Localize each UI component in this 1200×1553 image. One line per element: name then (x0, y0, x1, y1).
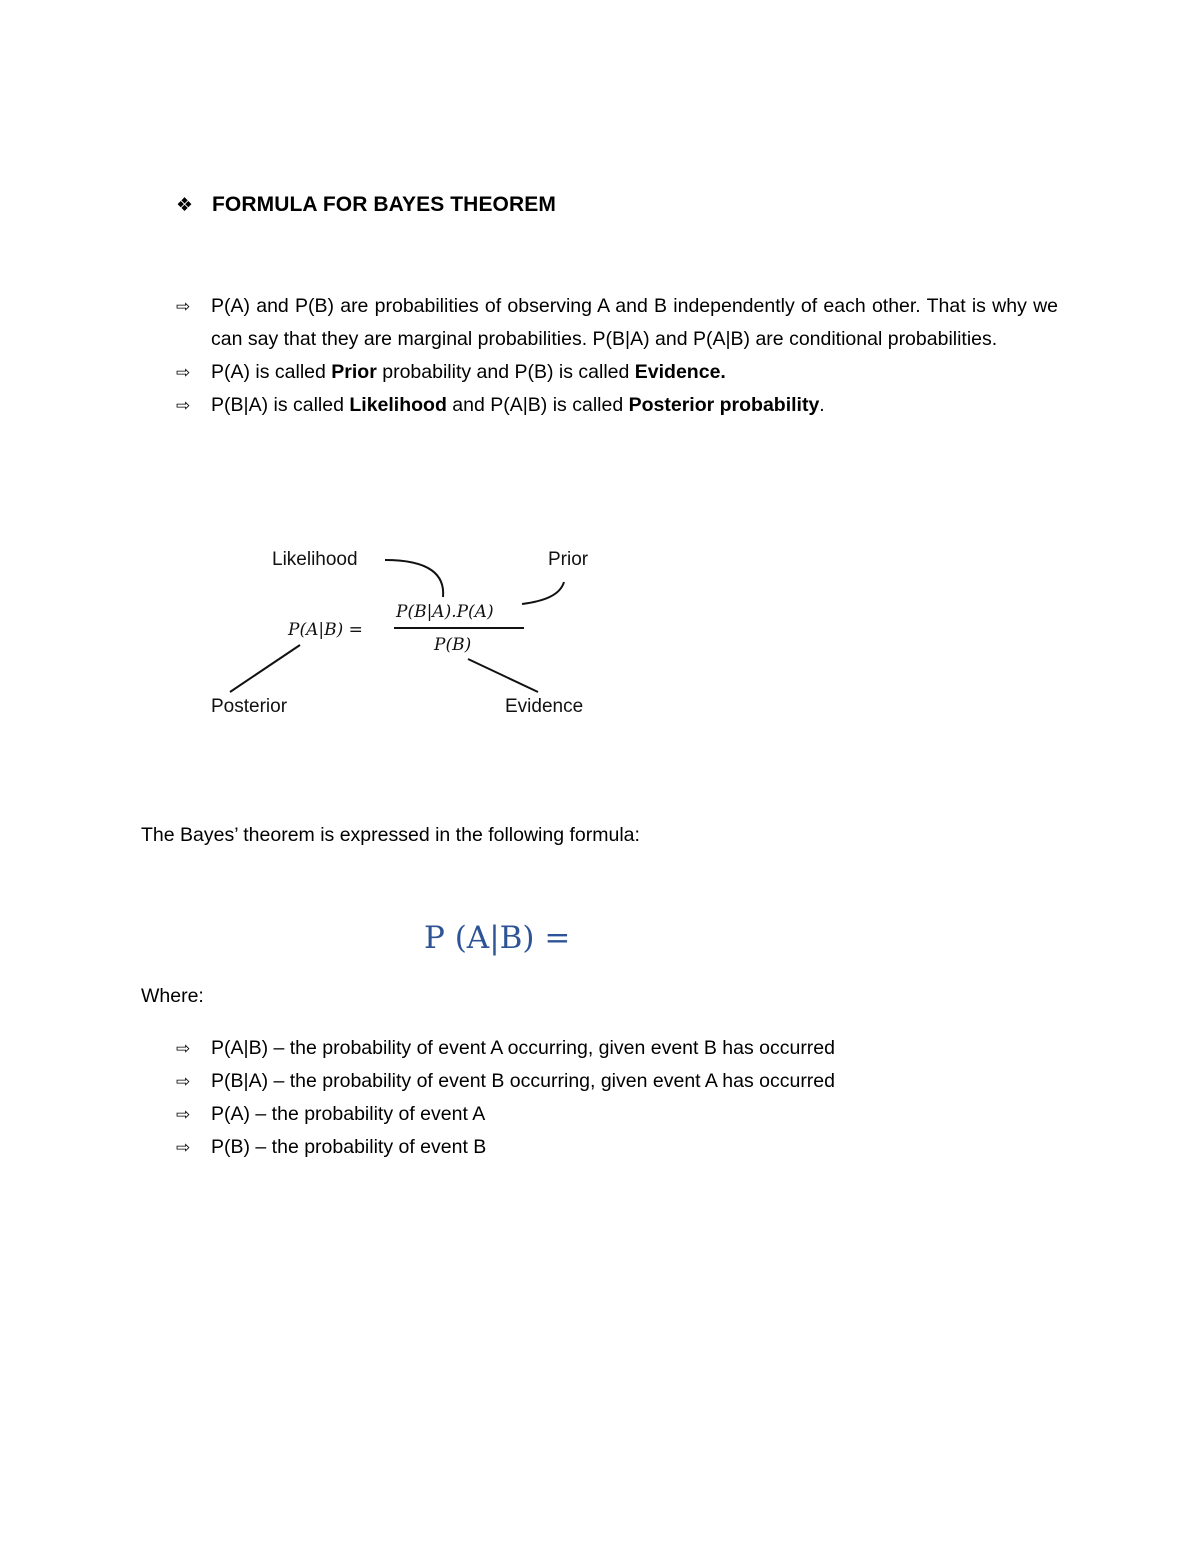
list-item-text: P(A) is called Prior probability and P(B) is called Evidence. (211, 361, 726, 383)
label-posterior: Posterior (211, 696, 288, 717)
list-item (176, 1032, 1058, 1065)
list-item (176, 389, 1058, 422)
equation-numerator: P(B|A).P(A) (396, 602, 494, 622)
diamond-bullet-icon: ❖ (176, 194, 194, 216)
list-item (176, 1098, 1058, 1131)
bayes-diagram (200, 535, 620, 725)
list-item (176, 290, 1058, 356)
label-prior: Prior (548, 549, 589, 570)
evidence-pointer-line (468, 659, 538, 692)
list-item (176, 356, 1058, 389)
double-arrow-right-icon: ⇨ (176, 297, 191, 316)
label-likelihood: Likelihood (272, 549, 358, 570)
list-item-text: P(A|B) – the probability of event A occurring, given event B has occurred (211, 1037, 835, 1059)
formula-line: P (A|B) = (424, 920, 571, 956)
list-item-text: P(A) – the probability of event A (211, 1103, 486, 1125)
double-arrow-right-icon: ⇨ (176, 1072, 191, 1091)
list-item-text: P(A) and P(B) are probabilities of observing A and B independently of each other. That is why we can say that they are marginal probabilities. P(B|A) and P(A|B) are conditional probabilities. (211, 295, 1058, 350)
definition-bullet-list (176, 1032, 1058, 1164)
formula-intro-text: The Bayes’ theorem is expressed in the following formula: (141, 824, 640, 846)
section-heading (176, 193, 556, 217)
list-item (176, 1131, 1058, 1164)
heading-text: FORMULA FOR BAYES THEOREM (212, 193, 556, 216)
double-arrow-right-icon: ⇨ (176, 1105, 191, 1124)
posterior-pointer-line (230, 645, 300, 692)
prior-pointer-line (522, 582, 564, 604)
where-label: Where: (141, 985, 204, 1007)
term-prior: Prior (331, 361, 377, 383)
list-item-text: P(B|A) – the probability of event B occurring, given event A has occurred (211, 1070, 835, 1092)
list-item (176, 1065, 1058, 1098)
likelihood-pointer-line (385, 560, 443, 597)
list-item-text: P(B|A) is called Likelihood and P(A|B) is called Posterior probability. (211, 394, 825, 416)
term-evidence: Evidence. (634, 361, 726, 383)
double-arrow-right-icon: ⇨ (176, 363, 191, 382)
term-likelihood: Likelihood (349, 394, 447, 416)
double-arrow-right-icon: ⇨ (176, 1039, 191, 1058)
double-arrow-right-icon: ⇨ (176, 1138, 191, 1157)
double-arrow-right-icon: ⇨ (176, 396, 191, 415)
intro-bullet-list (176, 290, 1058, 422)
equation-denominator: P(B) (434, 635, 472, 655)
list-item-text: P(B) – the probability of event B (211, 1136, 487, 1158)
label-evidence: Evidence (505, 696, 584, 717)
term-posterior: Posterior probability (628, 394, 820, 416)
equation-lhs: P(A|B) = (288, 620, 363, 640)
